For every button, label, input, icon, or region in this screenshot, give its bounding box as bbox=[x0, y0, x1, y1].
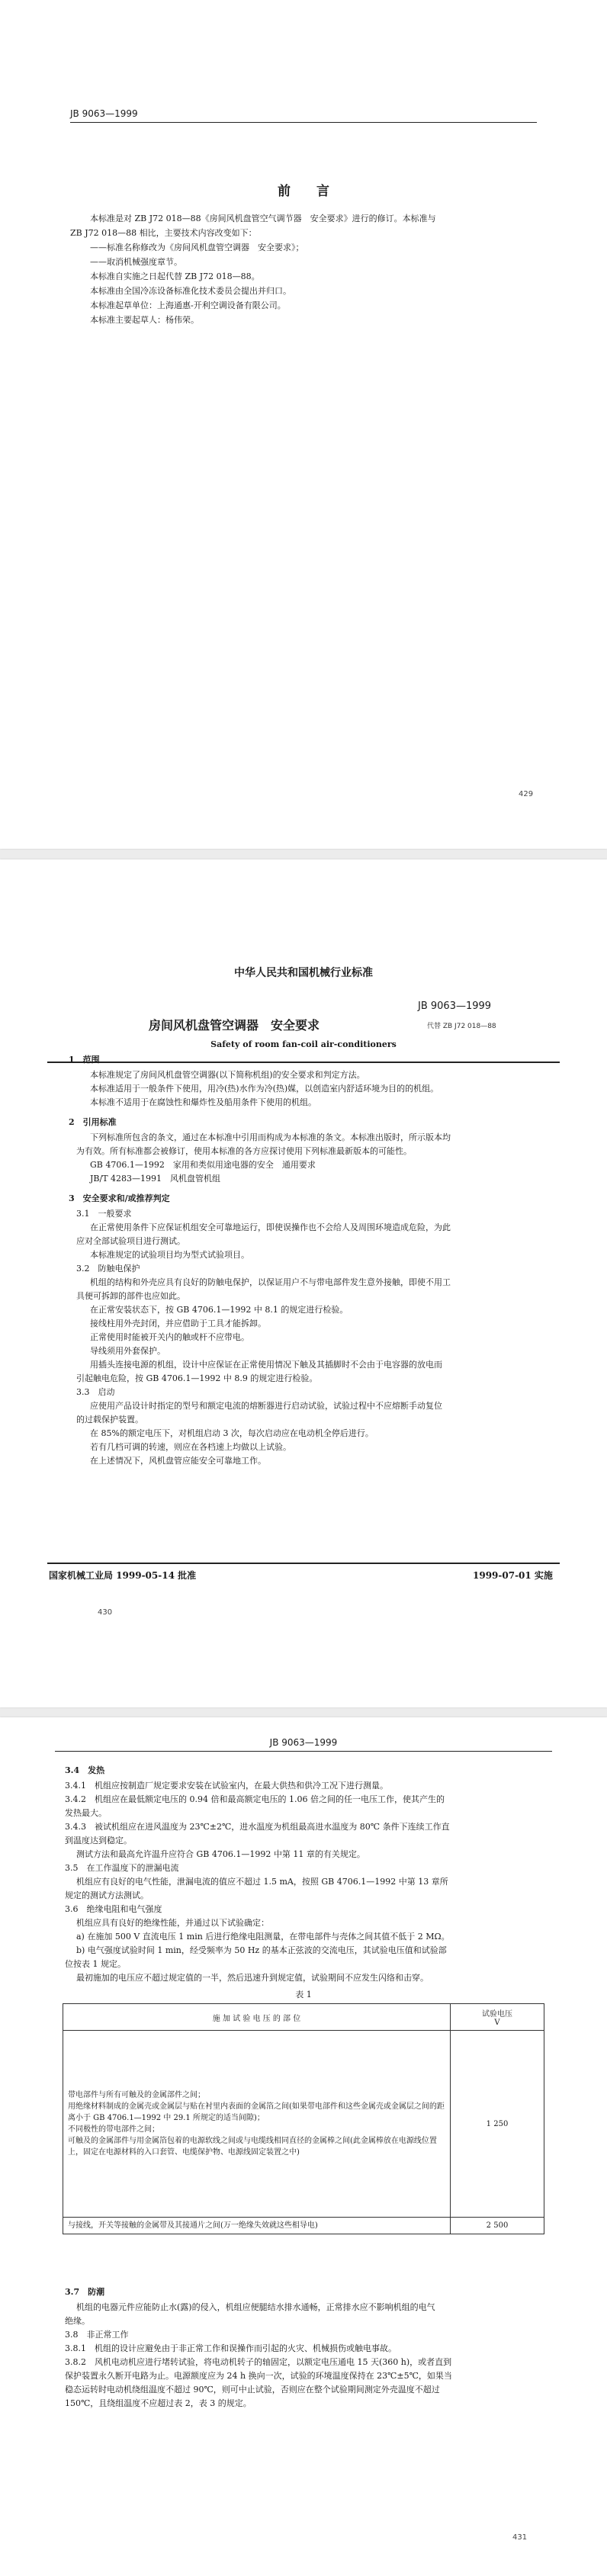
body-line: 的过载保护装置。 bbox=[76, 1415, 143, 1425]
body-line: 用插头连接电源的机组，设计中应保证在正常使用情况下触及其插脚时不会由于电容器的放电而 bbox=[90, 1360, 442, 1370]
page-title: 前 言 bbox=[278, 184, 329, 199]
issuing-body: 中华人民共和国机械行业标准 bbox=[234, 967, 373, 979]
foreword-line: 本标准主要起草人：杨伟荣。 bbox=[90, 315, 199, 325]
section-heading: 3.4 发热 bbox=[65, 1765, 105, 1775]
body-line: 在 85%的额定电压下，对机组启动 3 次，每次启动应在电动机全停后进行。 bbox=[90, 1428, 374, 1438]
body-line: 稳态运转时电动机绕组温度不超过 90℃，则可中止试验，否则应在整个试验期间测定外壳温度不超过 bbox=[65, 2385, 440, 2395]
body-line: 发热最大。 bbox=[65, 1808, 107, 1818]
body-line: 接线柱用外壳封闭，并应借助于工具才能拆卸。 bbox=[90, 1319, 266, 1328]
body-line: 3.2 防触电保护 bbox=[76, 1264, 140, 1274]
body-line: 3.3 启动 bbox=[76, 1387, 115, 1397]
body-line: JB/T 4283—1991 风机盘管机组 bbox=[90, 1174, 221, 1184]
foreword-line: 本标准是对 ZB J72 018—88《房间风机盘管空气调节器 安全要求》进行的修订。本标准与 bbox=[90, 214, 436, 223]
body-line: 最初施加的电压应不超过规定值的一半，然后迅速升到规定值，试验期间不应发生闪络和击穿。 bbox=[76, 1973, 429, 1983]
body-line: 在正常安装状态下，按 GB 4706.1—1992 中 8.1 的规定进行检验。 bbox=[90, 1305, 348, 1315]
standard-title-cn: 房间风机盘管空调器 安全要求 bbox=[149, 1018, 320, 1033]
body-line: 引起触电危险，按 GB 4706.1—1992 中 8.9 的规定进行检验。 bbox=[76, 1373, 318, 1383]
header-standard-code: JB 9063—1999 bbox=[269, 1737, 338, 1748]
effective-date: 1999-07-01 实施 bbox=[473, 1570, 553, 1581]
header-rule bbox=[70, 122, 537, 123]
approval-date: 国家机械工业局 1999-05-14 批准 bbox=[49, 1570, 197, 1581]
table-1 bbox=[63, 2003, 544, 2234]
footer-rule bbox=[47, 1563, 560, 1564]
body-line: 本标准规定的试验项目均为型式试验项目。 bbox=[90, 1250, 249, 1260]
body-line: 到温度达到稳定。 bbox=[65, 1836, 132, 1845]
table-cell-voltage: 1 250 bbox=[451, 2031, 544, 2218]
body-line: 3.4.1 机组应按制造厂规定要求安装在试验室内，在最大供热和供冷工况下进行测量。 bbox=[65, 1781, 388, 1791]
foreword-line: ——标准名称修改为《房间风机盘管空调器 安全要求》； bbox=[90, 243, 304, 252]
body-line: 机组应具有良好的绝缘性能，并通过以下试验确定： bbox=[76, 1918, 269, 1928]
page-number: 430 bbox=[98, 1608, 113, 1617]
body-line: 本标准不适用于在腐蚀性和爆炸性及船用条件下使用的机组。 bbox=[90, 1097, 316, 1107]
body-line: 具便可拆卸的部件也应如此。 bbox=[76, 1291, 185, 1301]
foreword-line: 本标准自实施之日起代替 ZB J72 018—88。 bbox=[90, 271, 260, 281]
standard-title-en: Safety of room fan-coil air-conditioners bbox=[210, 1039, 397, 1049]
body-line: GB 4706.1—1992 家用和类似用途电器的安全 通用要求 bbox=[90, 1160, 316, 1170]
body-line: 3.5 在工作温度下的泄漏电流 bbox=[65, 1863, 179, 1873]
body-line: 3.8.1 机组的设计应避免由于非正常工作和误操作而引起的火灾、机械损伤或触电事故。 bbox=[65, 2343, 397, 2353]
body-line: 在正常使用条件下应保证机组安全可靠地运行，即使误操作也不会给人及周围环境造成危险，为此 bbox=[90, 1222, 451, 1232]
section-heading: 3.7 防潮 bbox=[65, 2287, 105, 2297]
foreword-line: 本标准起草单位：上海通惠-开利空调设备有限公司。 bbox=[90, 300, 286, 310]
body-line: 机组的电器元件应能防止水(露)的侵入，机组应便腿结水排水通畅，正常排水应不影响机组的电气 bbox=[76, 2302, 435, 2312]
body-line: 若有几档可调的转速，则应在各档速上均做以上试验。 bbox=[90, 1442, 291, 1452]
body-line: 3.8 非正常工作 bbox=[65, 2330, 129, 2340]
body-line: 测试方法和最高允许温升应符合 GB 4706.1—1992 中第 11 章的有关规定。 bbox=[76, 1849, 365, 1859]
body-line: 机组应有良好的电气性能，泄漏电流的值应不超过 1.5 mA，按照 GB 4706.1—1992 中第 13 章所 bbox=[76, 1877, 448, 1887]
body-line: 绝缘。 bbox=[65, 2316, 90, 2326]
body-line: 本标准适用于一般条件下使用，用冷(热)水作为冷(热)媒，以创造室内舒适环境为目的的机组。 bbox=[90, 1084, 439, 1094]
foreword-line: 本标准由全国冷冻设备标准化技术委员会提出并归口。 bbox=[90, 286, 291, 296]
section-heading: 3 安全要求和/或推荐判定 bbox=[69, 1193, 170, 1203]
table-header-location: 施 加 试 验 电 压 的 部 位 bbox=[63, 2004, 451, 2031]
body-line: 应使用产品设计时指定的型号和额定电流的熔断器进行启动试验，试验过程中不应熔断手动复位 bbox=[90, 1401, 442, 1411]
body-line: 下列标准所包含的条文，通过在本标准中引用而构成为本标准的条文。本标准出版时，所示版本均 bbox=[90, 1132, 451, 1142]
standard-code: JB 9063—1999 bbox=[418, 1001, 492, 1012]
body-line: 3.1 一般要求 bbox=[76, 1209, 132, 1219]
page-3 bbox=[0, 1717, 607, 2576]
header-standard-code: JB 9063—1999 bbox=[70, 108, 138, 119]
section-heading: 2 引用标准 bbox=[69, 1117, 117, 1127]
title-rule bbox=[47, 1062, 560, 1063]
body-line: 3.6 绝缘电阻和电气强度 bbox=[65, 1904, 162, 1914]
section-heading: 1 范围 bbox=[69, 1055, 100, 1065]
body-line: 3.4.2 机组应在最低额定电压的 0.94 倍和最高额定电压的 1.06 倍之间的任一电压工作，使其产生的 bbox=[65, 1794, 445, 1804]
replaces-note: 代替 ZB J72 018—88 bbox=[427, 1023, 496, 1030]
body-line: 为有效。所有标准都会被修订，使用本标准的各方应探讨使用下列标准最新版本的可能性。 bbox=[76, 1146, 412, 1156]
body-line: 导线须用外套保护。 bbox=[90, 1346, 165, 1356]
page-number: 431 bbox=[512, 2533, 528, 2542]
body-line: 保护装置永久断开电路为止。电源额度应为 24 h 换向一次，试验的环境温度保持在 23℃±5℃，如果当 bbox=[65, 2371, 452, 2381]
body-line: 位按表 1 规定。 bbox=[65, 1959, 126, 1969]
table-header-voltage: 试验电压 V bbox=[451, 2004, 544, 2031]
page-2 bbox=[0, 859, 607, 1707]
page-number: 429 bbox=[519, 790, 534, 798]
body-line: 3.4.3 被试机组应在进风温度为 23℃±2℃，进水温度为机组最高进水温度为 80℃ 条件下连续工作直 bbox=[65, 1822, 450, 1832]
body-line: 正常使用时能被开关内的触或杆不应带电。 bbox=[90, 1332, 249, 1342]
body-line: a) 在施加 500 V 直流电压 1 min 后进行绝缘电阻测量，在带电部件与壳体之间其值不低于 2 MΩ。 bbox=[76, 1932, 450, 1942]
table-caption: 表 1 bbox=[295, 1990, 312, 1999]
foreword-line: ZB J72 018—88 相比，主要技术内容改变如下： bbox=[70, 228, 257, 238]
body-line: 在上述情况下，风机盘管应能安全可靠地工作。 bbox=[90, 1456, 266, 1466]
table-cell-location: 与接线，开关等接触的金属带及其接通片之间(万一绝缘失效就这些相导电) bbox=[63, 2218, 451, 2234]
body-line: 机组的结构和外壳应具有良好的防触电保护，以保证用户不与带电部件发生意外接触，即使不用工 bbox=[90, 1277, 451, 1287]
body-line: b) 电气强度试验时间 1 min，经受频率为 50 Hz 的基本正弦波的交流电压，其试验电压值和试验部 bbox=[76, 1945, 447, 1955]
table-cell-location: 带电部件与所有可触及的金属部件之间； 用绝缘材料制成的金属壳或金属层与贴在衬里内表面的金属箔之间(如果带电部件和这些金属壳或金属层之间的距离小于 GB 4706.1—1992 中 29.1 所规定的适当间隙)； 不同极性的带电部件之间； 可触及的金属部件与用金属箔包着的电源软线之间或与电缆线相同直径的金属棒之间(此金属棒放在电源线位置上，固定在电源材料的入口套管、电缆保护物、电源线固定装置之中) bbox=[63, 2031, 451, 2218]
body-line: 150℃，且绕组温度不应超过表 2，表 3 的规定。 bbox=[65, 2398, 252, 2408]
page-1 bbox=[0, 0, 607, 849]
header-rule bbox=[55, 1751, 552, 1752]
body-line: 本标准规定了房间风机盘管空调器(以下简称机组)的安全要求和判定方法。 bbox=[90, 1070, 365, 1080]
body-line: 3.8.2 风机电动机应进行堵转试验，将电动机转子的轴固定，以额定电压通电 15 天(360 h)，或者直到 bbox=[65, 2357, 452, 2367]
body-line: 应对全部试验项目进行测试。 bbox=[76, 1236, 185, 1246]
foreword-line: ——取消机械强度章节。 bbox=[90, 257, 182, 267]
body-line: 规定的测试方法测试。 bbox=[65, 1890, 149, 1900]
table-cell-voltage: 2 500 bbox=[451, 2218, 544, 2234]
